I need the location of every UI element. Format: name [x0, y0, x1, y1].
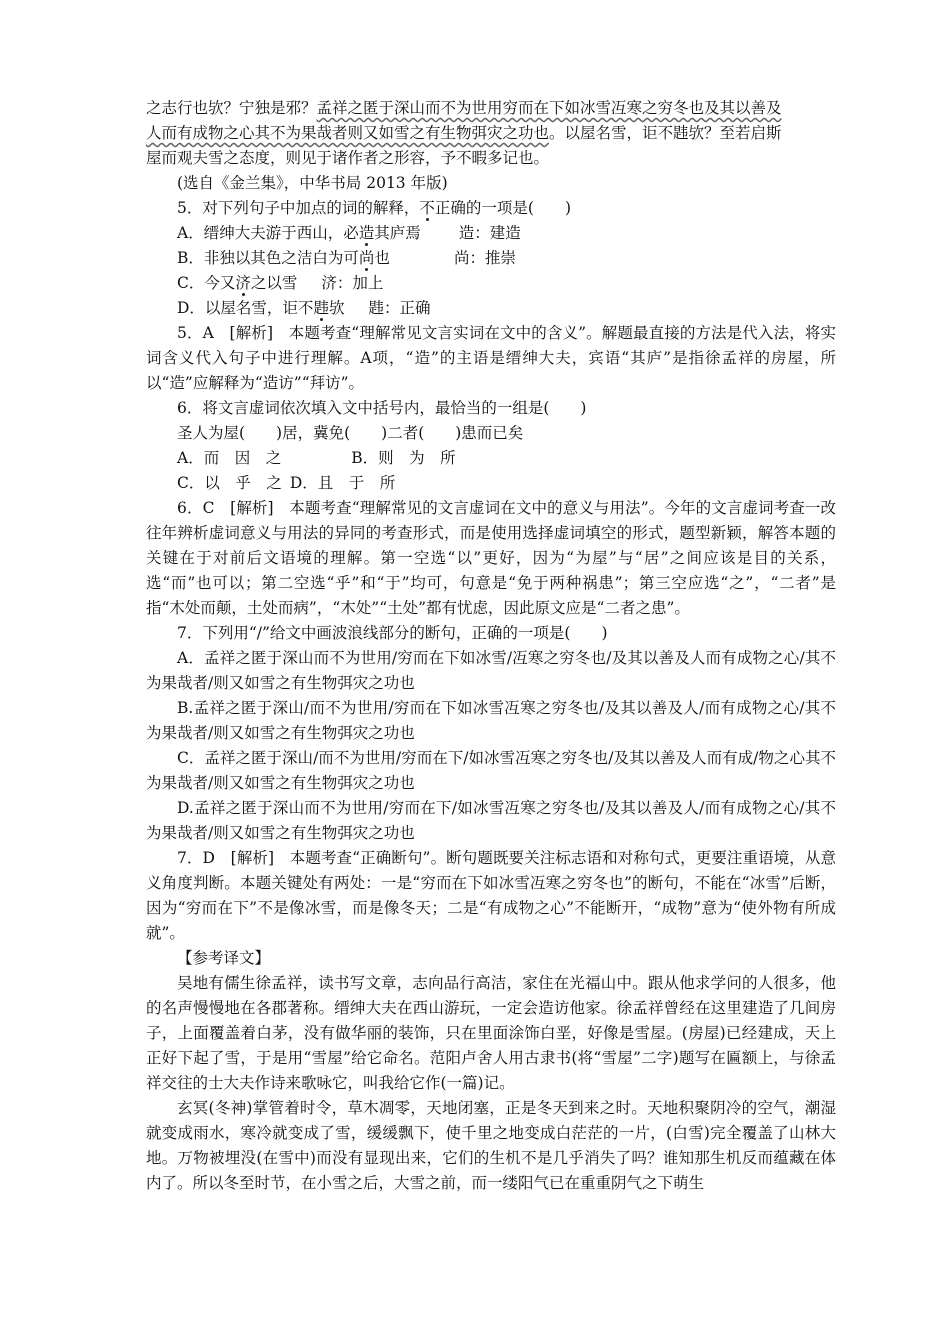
dotted-char: 济: [235, 274, 251, 292]
question-7: [146, 621, 836, 946]
wavy-underlined-text: 孟祥之匿于深山而不为世用穷而在下如冰雪冱寒之穷冬也及其以善及: [316, 99, 782, 117]
option-d: D．以屋名雪，讵不韪欤 韪：正确: [177, 299, 431, 317]
dotted-char: 不: [419, 199, 435, 217]
intro-line-2: 人而有成物之心其不为果哉者则又如雪之有生物弭灾之功也。以屋名雪，讵不韪欤？至若启斯: [146, 124, 782, 142]
option-b-answer: 尚：推崇: [453, 249, 516, 267]
options-row-2: [146, 471, 836, 496]
option-d: D．且 于 所: [289, 474, 396, 492]
dotted-char: 尚: [358, 249, 375, 267]
reference-translation: [146, 946, 836, 1196]
answer-analysis: 6．C [解析] 本题考查“理解常见的文言虚词在文中的意义与用法”。今年的文言虚词考查一改往年辨析虚词意义与用法的异同的考查形式，而是使用选择虚词填空的形式，题型新颖，解答本题的关键在于对前后文语境的理解。第一空选“以”更好，因为“为屋”与“居”之间应该是目的关系，选“而”也可以；第二空选“乎”和“于”均可，句意是“免于两种祸患”；第三空应选“之”，“二者”是指“木处而颠，土处而病”，“木处”“土处”都有忧虑，因此原文应是“二者之患”。: [146, 499, 836, 617]
option-b: B.孟祥之匿于深山/而不为世用/穷而在下如冰雪冱寒之穷冬也/及其以善及人/而有成物之心/其不为果哉者/则又如雪之有生物弭灾之功也: [146, 699, 836, 742]
option-a: A．而 因 之: [177, 449, 282, 467]
fill-in-sentence: 圣人为屋( )居，冀免( )二者( )患而已矣: [177, 424, 524, 442]
option-c: C．今又济之以雪 济：加上: [177, 274, 384, 292]
question-stem: 7．下列用“/”给文中画波浪线部分的断句，正确的一项是( ): [177, 624, 608, 642]
question-5: [146, 196, 836, 396]
source-citation: (选自《金兰集》，中华书局 2013 年版): [177, 174, 448, 192]
translation-paragraph-1: 吴地有儒生徐孟祥，读书写文章，志向品行高洁，家住在光福山中。跟从他求学问的人很多，他的名声慢慢地在各郡著称。缙绅大夫在西山游玩，一定会造访他家。徐孟祥曾经在这里建造了几间房子，上面覆盖着白茅，没有做华丽的装饰，只在里面涂饰白垩，好像是雪屋。(房屋)已经建成，天上正好下起了雪，于是用“雪屋”给它命名。范阳卢舍人用古隶书(将“雪屋”二字)题写在匾额上，与徐孟祥交往的士大夫作诗来歌咏它，叫我给它作(一篇)记。: [146, 974, 836, 1092]
question-6: [146, 396, 836, 621]
option-c: C．孟祥之匿于深山/而不为世用/穷而在下/如冰雪冱寒之穷冬也/及其以善及人而有成/物之心其不为果哉者/则又如雪之有生物弭灾之功也: [146, 749, 836, 792]
options-row-1: [146, 446, 836, 471]
question-stem: 5．对下列句子中加点的词的解释，不正确的一项是( ): [177, 199, 571, 217]
dotted-char: 造: [358, 224, 375, 242]
answer-analysis: 7．D [解析] 本题考查“正确断句”。断句题既要关注标志语和对称句式，更要注重语境，从意义角度判断。本题关键处有两处：一是“穷而在下如冰雪冱寒之穷冬也”的断句，不能在“冰雪”后断，因为“穷而在下”不是像冰雪，而是像冬天；二是“有成物之心”不能断开，“成物”意为“使外物有所成就”。: [146, 849, 836, 942]
option-b: B．则 为 所: [351, 449, 456, 467]
option-b: B．非独以其色之洁白为可尚也 尚：推崇: [177, 249, 516, 267]
question-stem: 6．将文言虚词依次填入文中括号内，最恰当的一组是( ): [177, 399, 587, 417]
option-c: C．以 乎 之: [177, 474, 282, 492]
option-a-answer: 造：建造: [458, 224, 521, 242]
option-c-answer: 济：加上: [321, 274, 384, 292]
option-d-answer: 韪：正确: [368, 299, 431, 317]
option-a: A．孟祥之匿于深山而不为世用/穷而在下如冰雪/冱寒之穷冬也/及其以善及人而有成物之心/其不为果哉者/则又如雪之有生物弭灾之功也: [146, 649, 836, 692]
wavy-underlined-text: 人而有成物之心其不为果哉者则又如雪之有生物弭灾之功也: [146, 124, 550, 142]
intro-line-3: 屋而观夫雪之态度，则见于诸作者之形容，予不暇多记也。: [146, 149, 550, 167]
dotted-char: 韪: [313, 299, 329, 317]
translation-paragraph-2: 玄冥(冬神)掌管着时令，草木凋零，天地闭塞，正是冬天到来之时。天地积聚阴冷的空气，潮湿就变成雨水，寒冷就变成了雪，缓缓飘下，使千里之地变成白茫茫的一片，(白雪)完全覆盖了山林大地。万物被埋没(在雪中)而没有显现出来，它们的生机不是几乎消失了吗？谁知那生机反而蕴藏在体内了。所以冬至时节，在小雪之后，大雪之前，而一缕阳气已在重重阴气之下萌生: [146, 1099, 836, 1192]
intro-line-1: 之志行也欤？宁独是邪？孟祥之匿于深山而不为世用穷而在下如冰雪冱寒之穷冬也及其以善及: [146, 99, 782, 117]
document-page: [146, 96, 836, 1196]
answer-analysis: 5．A [解析] 本题考查“理解常见文言实词在文中的含义”。解题最直接的方法是代入法，将实词含义代入句子中进行理解。A项，“造”的主语是缙绅大夫，宾语“其庐”是指徐孟祥的房屋，所以“造”应解释为“造访”“拜访”。: [146, 324, 836, 392]
section-heading: 【参考译文】: [177, 949, 271, 967]
option-d: D.孟祥之匿于深山而不为世用/穷而在下/如冰雪冱寒之穷冬也/及其以善及人/而有成物之心/其不为果哉者/则又如雪之有生物弭灾之功也: [146, 799, 836, 842]
intro-passage: [146, 96, 836, 196]
option-a: A．缙绅大夫游于西山，必造其庐焉 造：建造: [177, 224, 521, 242]
